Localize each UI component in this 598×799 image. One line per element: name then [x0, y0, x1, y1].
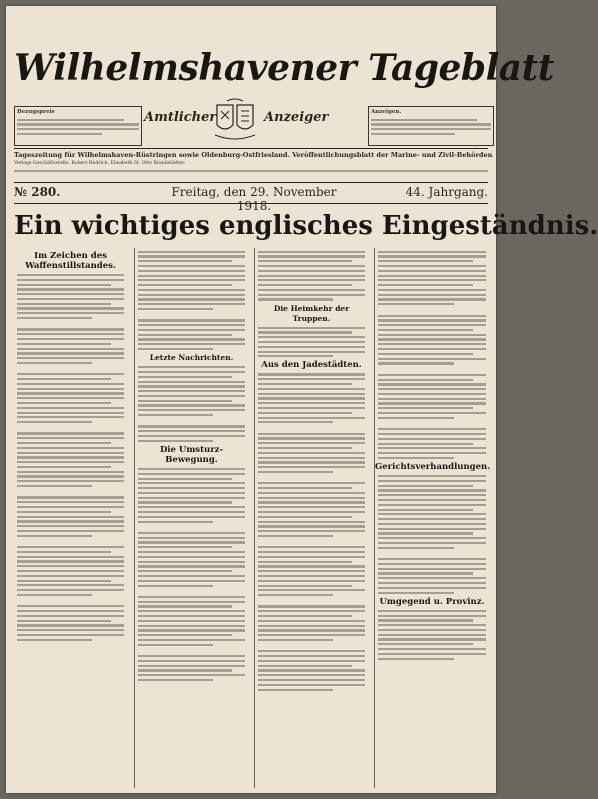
issue-date: Freitag, den 29. November 1918.	[171, 185, 337, 213]
section-title: Aus den Jadestädten.	[261, 360, 362, 371]
advertising-box	[368, 106, 494, 146]
divider	[14, 203, 488, 204]
article-columns	[14, 248, 491, 788]
coat-of-arms-icon	[211, 99, 259, 143]
article-text	[138, 251, 245, 351]
section-title: Letzte Nachrichten.	[149, 353, 234, 363]
anzeiger-label: Anzeiger	[264, 110, 329, 125]
dateline	[14, 184, 488, 213]
issue-number: № 280.	[14, 185, 61, 199]
column-4	[374, 248, 489, 788]
masthead-info-line	[14, 168, 488, 174]
article-text	[258, 327, 365, 358]
article-text	[378, 251, 486, 459]
article-text	[258, 251, 365, 301]
main-headline: Ein wichtiges englisches Eingeständnis.	[14, 211, 598, 241]
section-title: Im Zeichen des Waffenstillstandes.	[25, 251, 116, 271]
masthead-info: Verlags-Geschäftsstelle: Robert Hedrich. Elisabeth St. Otto Brandstädter.	[14, 161, 186, 166]
divider	[14, 182, 488, 183]
article-text	[378, 610, 486, 660]
newspaper-page	[6, 6, 598, 793]
amtlicher-label: Amtlicher	[144, 110, 217, 125]
section-title: Die Umsturz-Bewegung.	[159, 444, 224, 465]
column-3	[254, 248, 368, 788]
subscription-box	[14, 106, 142, 146]
issue-year: 44. Jahrgang.	[405, 185, 488, 199]
section-title: Umgegend u. Provinz.	[379, 596, 485, 607]
article-text	[138, 468, 245, 681]
masthead-title: Wilhelmshavener Tageblatt	[14, 47, 554, 89]
column-1	[14, 248, 127, 788]
divider	[14, 148, 488, 149]
advertising-heading: Anzeigen.	[371, 109, 402, 115]
subtitle-line: Tageszeitung für Wilhelmshaven-Rüstringen sowie Oldenburg-Ostfriesland. Veröffentlichungsblatt der Marine- und Zivil-Behörden	[14, 151, 493, 159]
article-text	[378, 475, 486, 594]
column-2	[134, 248, 248, 788]
section-title: Gerichtsverhandlungen.	[375, 462, 491, 473]
subscription-heading: Bezugspreis	[17, 109, 55, 115]
article-text	[17, 274, 124, 641]
article-text	[138, 366, 245, 442]
section-title: Die Heimkehr der Truppen.	[273, 303, 350, 323]
article-text	[258, 373, 365, 690]
